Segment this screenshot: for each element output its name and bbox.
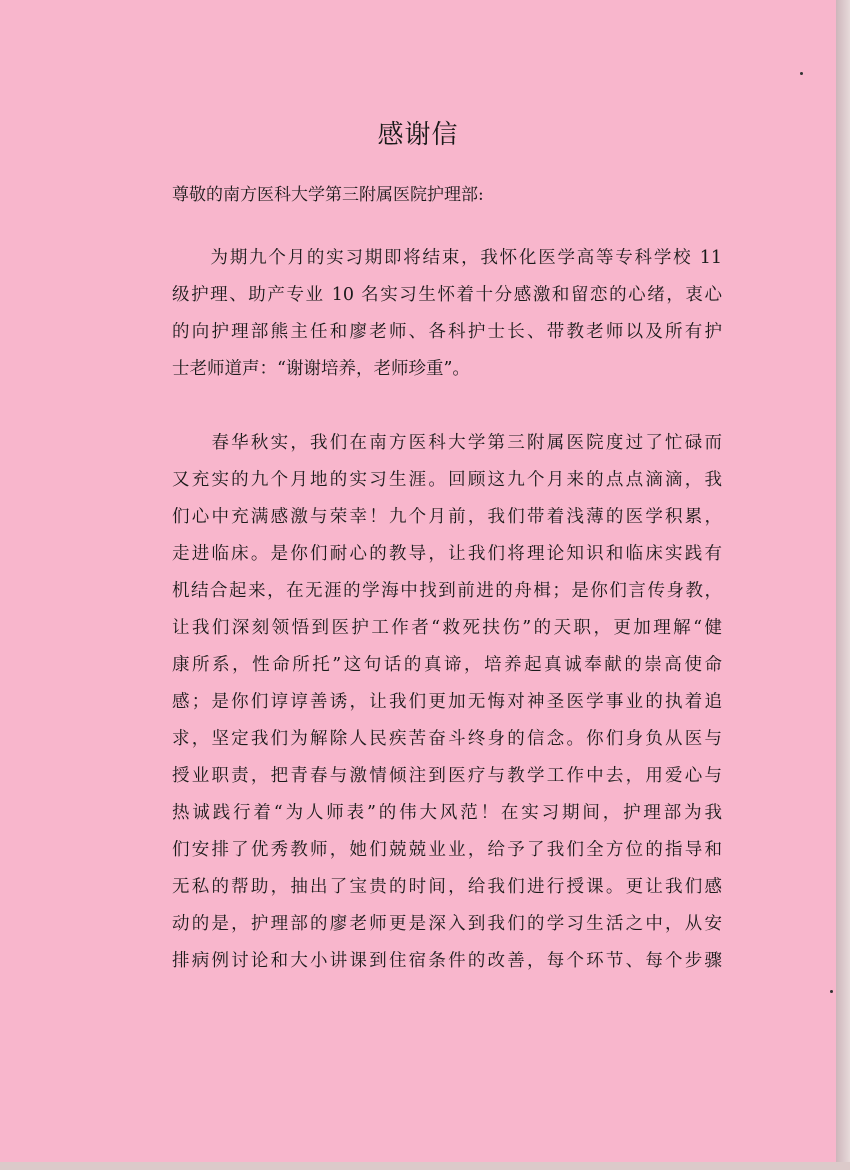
paragraph-line: 级护理、助产专业 10 名实习生怀着十分感激和留恋的心绪，衷心 — [172, 285, 722, 305]
paragraph-line: 又充实的九个月地的实习生涯。回顾这九个月来的点点滴滴，我 — [172, 470, 722, 490]
paragraph-line: 感；是你们谆谆善诱，让我们更加无悔对神圣医学事业的执着追 — [172, 692, 722, 712]
paragraph-line: 为期九个月的实习期即将结束，我怀化医学高等专科学校 11 — [172, 248, 722, 268]
paragraph-line: 无私的帮助，抽出了宝贵的时间，给我们进行授课。更让我们感 — [172, 877, 722, 897]
letter-salutation: 尊敬的南方医科大学第三附属医院护理部: — [172, 185, 484, 205]
paragraph-line: 们安排了优秀教师，她们兢兢业业，给予了我们全方位的指导和 — [172, 840, 722, 860]
paragraph-line: 士老师道声：“谢谢培养，老师珍重”。 — [172, 359, 470, 379]
paragraph-line: 的向护理部熊主任和廖老师、各科护士长、带教老师以及所有护 — [172, 322, 722, 342]
paragraph-line: 求，坚定我们为解除人民疾苦奋斗终身的信念。你们身负从医与 — [172, 729, 722, 749]
paragraph-line: 动的是，护理部的廖老师更是深入到我们的学习生活之中，从安 — [172, 914, 722, 934]
paragraph-line: 们心中充满感激与荣幸！九个月前，我们带着浅薄的医学积累， — [172, 507, 722, 527]
paragraph-line: 机结合起来，在无涯的学海中找到前进的舟楫；是你们言传身教， — [172, 581, 722, 601]
paper-speck — [800, 72, 803, 75]
paper-edge-bottom — [0, 1162, 850, 1170]
paragraph-1 — [172, 240, 722, 388]
paragraph-line: 康所系，性命所托”这句话的真谛，培养起真诚奉献的崇高使命 — [172, 655, 722, 675]
paragraph-line: 春华秋实，我们在南方医科大学第三附属医院度过了忙碌而 — [172, 433, 722, 453]
paragraph-line: 授业职责，把青春与激情倾注到医疗与教学工作中去，用爱心与 — [172, 766, 722, 786]
paragraph-2 — [172, 425, 722, 980]
paragraph-line: 热诚践行着“为人师表”的伟大风范！在实习期间，护理部为我 — [172, 803, 722, 823]
paper-speck — [830, 990, 833, 993]
paper-edge-right — [836, 0, 850, 1170]
letter-title: 感谢信 — [377, 120, 459, 150]
paragraph-line: 让我们深刻领悟到医护工作者“救死扶伤”的天职，更加理解“健 — [172, 618, 722, 638]
paragraph-line: 走进临床。是你们耐心的教导，让我们将理论知识和临床实践有 — [172, 544, 722, 564]
paragraph-line: 排病例讨论和大小讲课到住宿条件的改善，每个环节、每个步骤 — [172, 951, 722, 971]
